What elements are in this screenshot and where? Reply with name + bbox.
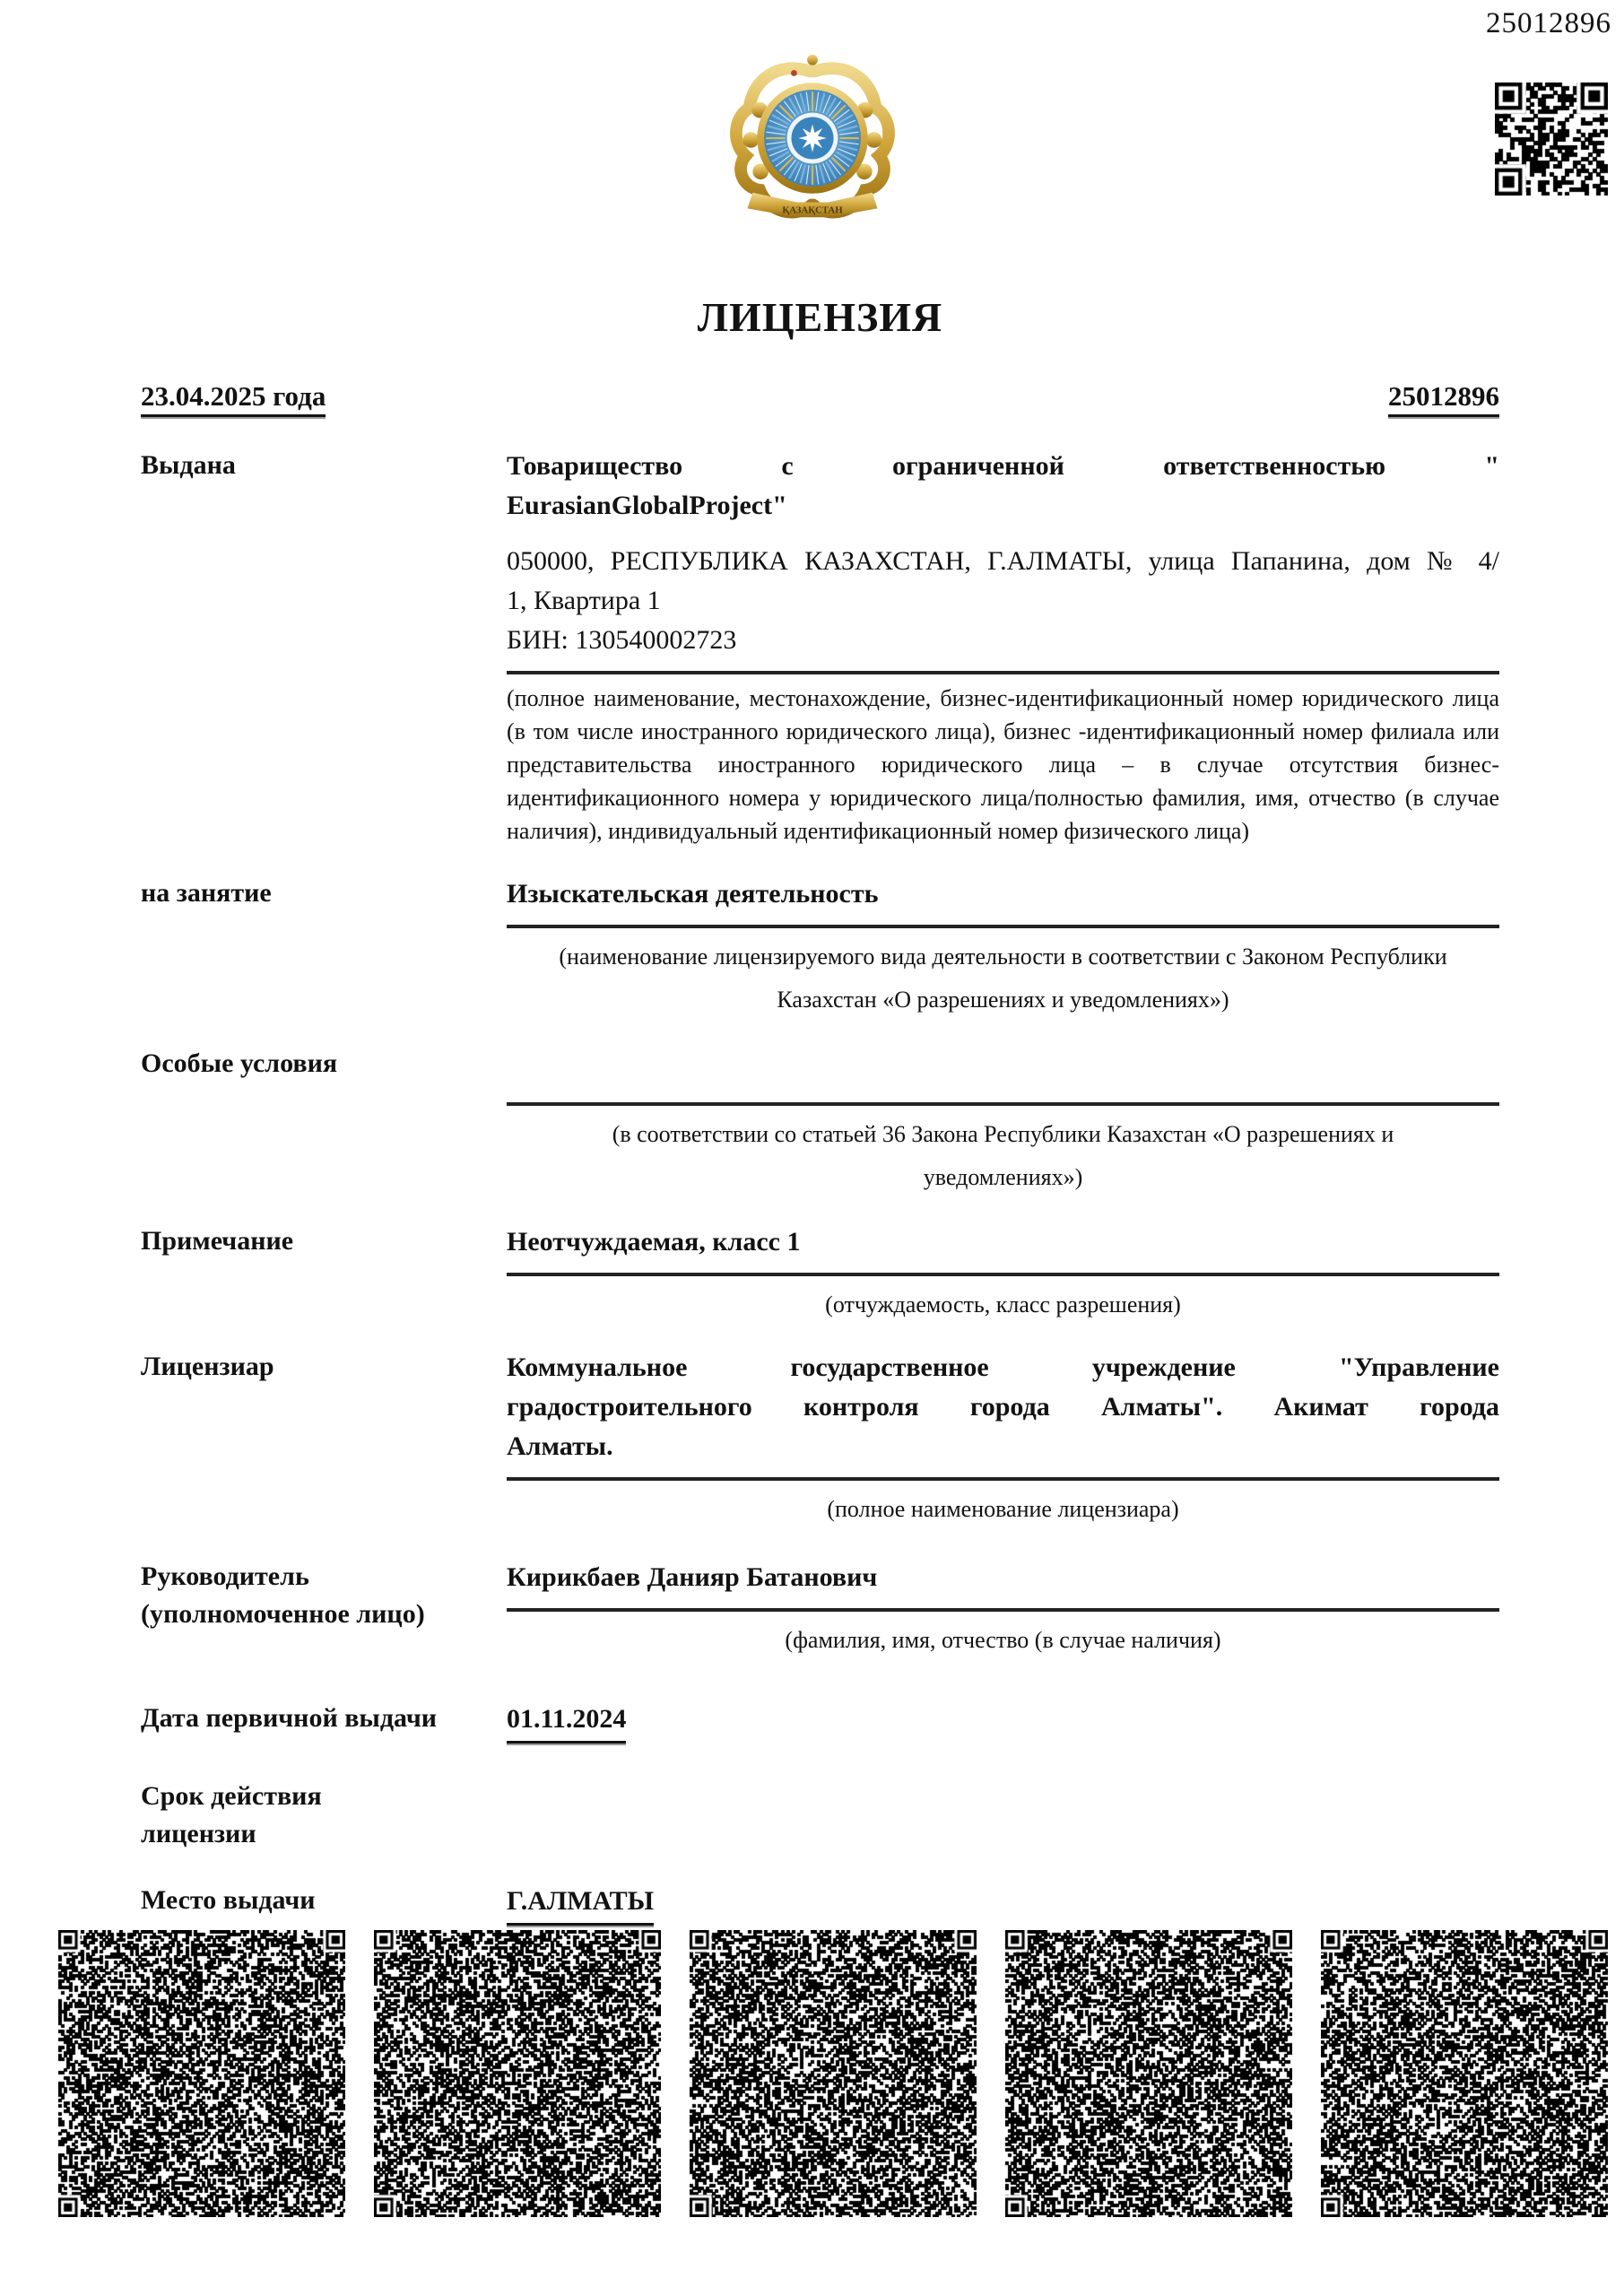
validity-label-line2: лицензии xyxy=(141,1819,256,1848)
remark-footnote: (отчуждаемость, класс разрешения) xyxy=(825,1292,1181,1318)
field-underline xyxy=(507,1608,1499,1612)
license-number: 25012896 xyxy=(1388,380,1499,417)
issued-to-label: Выдана xyxy=(141,450,236,480)
head-value: Кирикбаев Данияр Батанович xyxy=(507,1562,878,1592)
field-row-issue-place xyxy=(141,1882,1499,1926)
issued-to-value xyxy=(507,447,1499,848)
licensor-footnote: (полное наименование лицензиара) xyxy=(827,1496,1179,1522)
company-address-line2: 1, Квартира 1 xyxy=(507,586,661,615)
field-row-validity xyxy=(141,1778,1499,1853)
signature-qr-strip xyxy=(58,1930,1608,2217)
emblem-red-star xyxy=(790,70,796,76)
licensor-value-line1: Коммунальное государственное учреждение "Управление xyxy=(507,1352,1499,1382)
licensor-value-line3: Алматы. xyxy=(507,1431,613,1461)
document-corner-number: 25012896 xyxy=(1486,7,1611,39)
company-address-line1: 050000, РЕСПУБЛИКА КАЗАХСТАН, Г.АЛМАТЫ, улица Папанина, дом № 4/ xyxy=(507,546,1499,576)
licensor-value-line2: градостроительного контроля города Алматы". Акимат города xyxy=(507,1392,1499,1422)
activity-label: на занятие xyxy=(141,878,272,908)
field-row-head xyxy=(141,1558,1499,1662)
first-issue-value: 01.11.2024 xyxy=(507,1700,626,1744)
field-row-special-conditions xyxy=(141,1045,1499,1199)
field-underline xyxy=(507,1477,1499,1481)
qr-code-4 xyxy=(1005,1930,1292,2217)
qr-code-2 xyxy=(374,1930,661,2217)
remark-value-block xyxy=(507,1222,1499,1326)
head-label xyxy=(141,1558,507,1633)
qr-code-5 xyxy=(1321,1930,1608,2217)
issue-date: 23.04.2025 года xyxy=(141,380,326,417)
coat-of-arms-kazakhstan-icon xyxy=(725,47,900,231)
field-underline xyxy=(507,671,1499,674)
remark-label: Примечание xyxy=(141,1226,294,1256)
head-value-block xyxy=(507,1558,1499,1662)
qr-code-1 xyxy=(58,1930,345,2217)
company-name-line1: Товарищество с ограниченной ответственностью " xyxy=(507,451,1499,481)
activity-value: Изыскательская деятельность xyxy=(507,879,879,909)
qr-code-3 xyxy=(690,1930,977,2217)
emblem-top-star xyxy=(807,55,818,65)
field-row-first-issue xyxy=(141,1700,1499,1744)
company-address xyxy=(507,542,1499,660)
field-row-licensor xyxy=(141,1348,1499,1531)
field-row-issued-to xyxy=(141,447,1499,848)
licensor-label: Лицензиар xyxy=(141,1352,274,1381)
issue-place-value: Г.АЛМАТЫ xyxy=(507,1882,654,1926)
licensor-value-block xyxy=(507,1348,1499,1531)
field-underline xyxy=(507,1273,1499,1276)
special-conditions-value-block xyxy=(507,1045,1499,1199)
qr-code-icon xyxy=(1495,83,1608,196)
head-label-line1: Руководитель xyxy=(141,1561,309,1591)
emblem-shanyrak-star xyxy=(798,124,826,152)
field-underline xyxy=(507,925,1499,928)
head-footnote: (фамилия, имя, отчество (в случае наличия) xyxy=(785,1627,1221,1653)
special-conditions-footnote: (в соответствии со статьей 36 Закона Республики Казахстан «О разрешениях и уведомлениях») xyxy=(612,1121,1394,1190)
field-row-activity xyxy=(141,874,1499,1022)
field-row-remark xyxy=(141,1222,1499,1326)
document-title: ЛИЦЕНЗИЯ xyxy=(697,294,943,340)
validity-label xyxy=(141,1778,507,1853)
company-name-line2: EurasianGlobalProject" xyxy=(507,491,787,520)
issue-place-value-block xyxy=(507,1882,1499,1926)
emblem-banner-text: ҚАЗАҚСТАН xyxy=(781,204,843,216)
first-issue-value-block xyxy=(507,1700,1499,1744)
field-underline xyxy=(507,1102,1499,1106)
head-label-line2: (уполномоченное лицо) xyxy=(141,1599,425,1629)
issue-place-label: Место выдачи xyxy=(141,1885,316,1915)
first-issue-label: Дата первичной выдачи xyxy=(141,1703,438,1733)
company-bin: БИН: 130540002723 xyxy=(507,625,737,655)
activity-value-block xyxy=(507,874,1499,1022)
activity-footnote: (наименование лицензируемого вида деятельности в соответствии с Законом Республики Казахстан «О разрешениях и уведомлениях») xyxy=(559,944,1447,1013)
date-number-row xyxy=(141,380,1499,417)
special-conditions-value xyxy=(507,1045,1499,1091)
validity-label-line1: Срок действия xyxy=(141,1781,322,1811)
remark-value: Неотчуждаемая, класс 1 xyxy=(507,1227,801,1257)
special-conditions-label: Особые условия xyxy=(141,1048,338,1078)
issued-to-footnote: (полное наименование, местонахождение, бизнес-идентификационный номер юридического лица (в том числе иностранного юридического лица), бизнес -идентификационный номер филиала или представительства иностранного юридического лица – в случае отсутствия бизнес-идентификационного номера у юридического лица/полностью фамилия, имя, отчество (в случае наличия), индивидуальный идентификационный номер физического лица) xyxy=(507,685,1499,844)
